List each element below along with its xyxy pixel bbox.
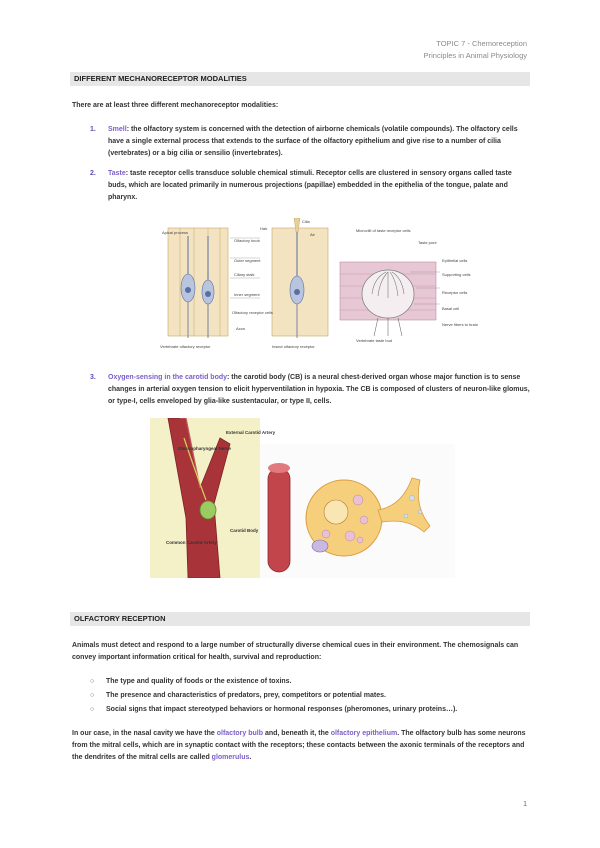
bullet-text-1: The type and quality of foods or the existence of toxins.	[106, 678, 292, 685]
label-hair: Hair	[260, 226, 268, 231]
list-item: ○ The type and quality of foods or the existence of toxins.	[90, 678, 292, 685]
label-microvilli: Microvilli of taste receptor cells	[356, 228, 411, 233]
label-ciliary-stalk: Ciliary stalk	[234, 272, 255, 277]
label-air: Air	[310, 232, 315, 237]
taste-text: : taste receptor cells transduce soluble chemical stimuli. Receptor cells are clustered in sensory organs called taste buds, which are located primarily in numerous projections (papillae) embedded in the epithelia of the tongue, palate and pharynx.	[108, 170, 512, 201]
label-epithelial-cells: Epithelial cells	[442, 258, 468, 263]
label-apical-process: Apical process	[162, 230, 189, 235]
list-item-oxygen-sensing	[90, 372, 530, 408]
caption-vertebrate-taste-bud: Vertebrate taste bud	[356, 338, 393, 343]
caption-vertebrate-olfactory: Vertebrate olfactory receptor	[160, 344, 211, 349]
term-smell: Smell	[108, 126, 127, 133]
label-taste-pore: Taste pore	[418, 240, 437, 245]
term-taste: Taste	[108, 170, 126, 177]
text-segment: In our case, in the nasal cavity we have the	[72, 730, 217, 737]
page-number: 1	[523, 801, 527, 808]
page-header	[424, 38, 527, 62]
text-segment: and, beneath it, the	[263, 730, 331, 737]
carotid-body-figure	[150, 418, 455, 578]
list-number: 2.	[90, 170, 96, 177]
intro-paragraph: There are at least three different mechanoreceptor modalities:	[72, 102, 279, 109]
smell-text: : the olfactory system is concerned with the detection of airborne chemicals (volatile compounds). The olfactory cells have a single external process that extends to the surface of the olfactory epithelium and give rise to a number of cilia (vertebrates) or a big cilia or sensilio (invertebrates).	[108, 126, 518, 157]
section-title-modalities: DIFFERENT MECHANORECEPTOR MODALITIES	[70, 72, 530, 86]
bullet-text-2: The presence and characteristics of predators, prey, competitors or potential mates.	[106, 692, 386, 699]
label-glossopharyngeal: Glossopharyngeal Nerve	[178, 446, 232, 451]
list-item: ○ The presence and characteristics of predators, prey, competitors or potential mates.	[90, 692, 386, 699]
section-title-olfactory: OLFACTORY RECEPTION	[70, 612, 530, 626]
label-external-carotid: External Carotid Artery	[226, 430, 276, 435]
label-cilia: Cilia	[302, 219, 310, 224]
label-inner-segment: Inner segment	[234, 292, 260, 297]
list-item-taste	[90, 168, 530, 204]
header-course: Principles in Animal Physiology	[423, 51, 527, 60]
term-olfactory-epithelium: olfactory epithelium	[330, 730, 398, 737]
label-supporting-cells: Supporting cells	[442, 272, 471, 277]
text-segment: .	[249, 754, 252, 761]
receptor-figure	[160, 218, 480, 356]
label-axon: Axon	[236, 326, 246, 331]
header-topic: TOPIC 7 - Chemoreception	[436, 39, 527, 48]
bullet-text-3: Social signs that impact stereotyped behaviors or hormonal responses (pheromones, urinary proteins…).	[106, 706, 458, 713]
label-basal-cell: Basal cell	[442, 306, 460, 311]
caption-insect-olfactory: Insect olfactory receptor	[272, 344, 315, 349]
label-receptor-cells: Receptor cells	[442, 290, 468, 295]
label-outer-segment: Outer segment	[234, 258, 261, 263]
term-glomerulus: glomerulus	[211, 754, 250, 761]
olfactory-bulb-paragraph	[72, 728, 528, 764]
text-segment: . The olfactory bulb has some neurons from the mitral cells, which are in synaptic contact with the receptors; these contacts between the axonic terminals of the receptors and the dendrites of the mitral cells are called	[72, 730, 526, 761]
list-item: ○ Social signs that impact stereotyped behaviors or hormonal responses (pheromones, urinary proteins…).	[90, 706, 458, 713]
oxygen-text: : the carotid body (CB) is a neural chest-derived organ whose major function is to sense changes in arterial oxygen tension to elicit hyperventilation in hypoxia. The CB is composed of clusters of neuron-like glomus, or type-I, cells enveloped by glia-like sustentacular, or type II, cells.	[108, 374, 530, 405]
term-oxygen-sensing: Oxygen-sensing in the carotid body	[108, 374, 228, 381]
olfactory-intro-paragraph: Animals must detect and respond to a large number of structurally diverse chemical cues in their environment. The chemosignals can convey important information critical for health, survival and reproduction:	[72, 642, 519, 661]
list-number: 3.	[90, 374, 96, 381]
label-olfactory-knob: Olfactory knob	[234, 238, 260, 243]
label-olfactory-receptor-cells: Olfactory receptor cells	[232, 310, 273, 315]
label-nerve-fibers: Nerve fibers to brain	[442, 322, 479, 327]
list-item-smell	[90, 124, 530, 160]
list-number: 1.	[90, 126, 96, 133]
label-common-carotid: Common Carotid Artery	[166, 540, 217, 545]
label-carotid-body: Carotid Body	[230, 528, 259, 533]
term-olfactory-bulb: olfactory bulb	[216, 730, 264, 737]
